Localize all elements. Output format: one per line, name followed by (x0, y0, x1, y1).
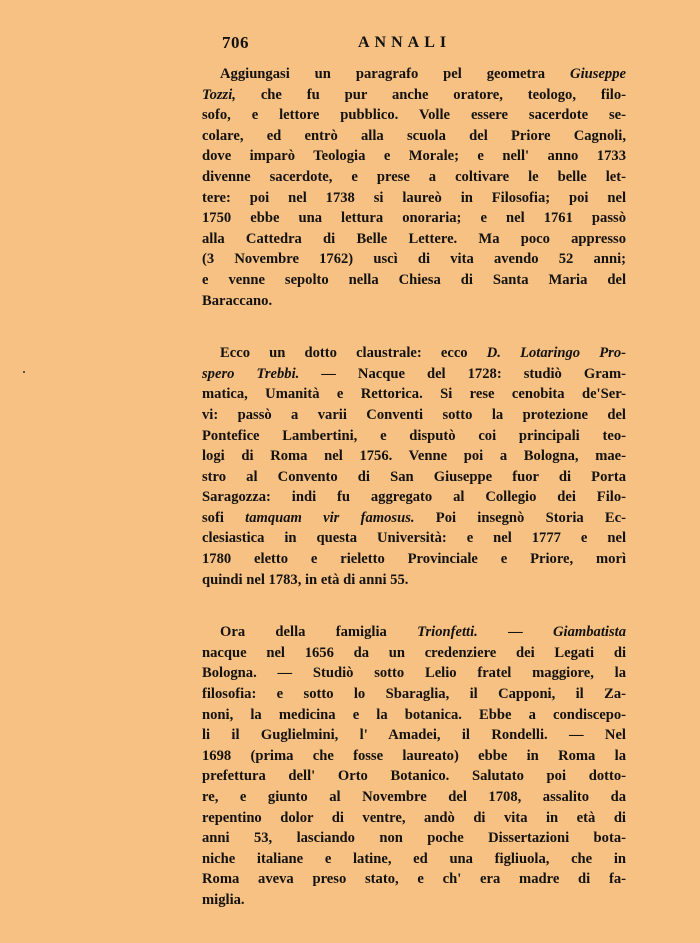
text-line (202, 684, 626, 705)
text-segment: Ecco un dotto claustrale: ecco (220, 345, 487, 362)
margin-speck (23, 371, 25, 373)
text-line (202, 126, 626, 147)
page-body (202, 64, 626, 943)
text-line (202, 167, 626, 188)
text-segment: noni, la medicina e la botanica. Ebbe a condiscepo- (202, 706, 626, 723)
text-line (202, 508, 626, 529)
paragraph (202, 64, 626, 311)
text-segment: sofo, e lettore pubblico. Volle essere sacerdote se- (202, 107, 626, 124)
text-line (202, 787, 626, 808)
text-segment: anni 53, lasciando non poche Dissertazioni bota- (202, 830, 626, 847)
text-segment: — Nacque del 1728: studiò Gram- (299, 365, 626, 382)
text-line (202, 549, 626, 570)
italic-text: Tozzi, (202, 86, 236, 103)
text-line (202, 528, 626, 549)
text-line (202, 705, 626, 726)
text-segment: e venne sepolto nella Chiesa di Santa Maria del (202, 271, 626, 288)
text-line (202, 146, 626, 167)
text-segment: prefettura dell' Orto Botanico. Salutato poi dotto- (202, 768, 626, 785)
text-segment: Ora della famiglia (220, 624, 418, 641)
text-segment: vi: passò a varii Conventi sotto la protezione del (202, 406, 626, 423)
text-line (202, 746, 626, 767)
text-line (202, 405, 626, 426)
text-segment: — (477, 624, 554, 641)
text-segment: 1698 (prima che fosse laureato) ebbe in Roma la (202, 747, 626, 764)
paragraph (202, 343, 626, 590)
text-segment: 1750 ebbe una lettura onoraria; e nel 1761 passò (202, 210, 626, 227)
text-line (202, 766, 626, 787)
text-segment: re, e giunto al Novembre del 1708, assalito da (202, 789, 626, 805)
text-segment: colare, ed entrò alla scuola del Priore Cagnoli, (202, 127, 626, 144)
italic-text: spero Trebbi. (202, 365, 300, 382)
text-segment: nacque nel 1656 da un credenziere dei Legati di (202, 644, 626, 661)
page-header (222, 33, 642, 57)
text-line (202, 467, 626, 488)
text-segment: sofi (202, 509, 246, 526)
text-line (202, 869, 626, 890)
italic-text: Trionfetti. (417, 624, 478, 641)
text-segment: alla Cattedra di Belle Lettere. Ma poco appresso (202, 230, 626, 247)
text-line (202, 487, 626, 508)
text-line (202, 570, 626, 591)
running-title: ANNALI (358, 34, 452, 51)
text-line (202, 446, 626, 467)
italic-text: Giambatista (553, 624, 626, 641)
text-line (202, 364, 626, 385)
paragraph (202, 622, 626, 910)
text-line (202, 890, 626, 911)
text-line (202, 105, 626, 126)
text-line (202, 426, 626, 447)
text-line (202, 808, 626, 829)
text-line (202, 849, 626, 870)
text-segment: Baraccano. (202, 292, 273, 309)
page-number: 706 (222, 33, 249, 52)
text-segment: dove imparò Teologia e Morale; e nell' anno 1733 (202, 148, 626, 165)
text-segment: repentino dolor di ventre, andò di vita in età di (202, 809, 626, 826)
text-line (202, 384, 626, 405)
text-segment: filosofia: e sotto lo Sbaraglia, il Capponi, il Za- (202, 686, 626, 703)
text-line (202, 622, 626, 643)
text-segment: matica, Umanità e Rettorica. Si rese cenobita de'Ser- (202, 386, 626, 403)
text-segment: clesiastica in questa Università: e nel 1777 e nel (202, 530, 626, 547)
text-line (202, 643, 626, 664)
text-line (202, 229, 626, 250)
text-line (202, 208, 626, 229)
text-segment: logi di Roma nel 1756. Venne poi a Bologna, mae- (202, 448, 626, 465)
text-segment: divenne sacerdote, e prese a coltivare le belle let- (202, 168, 626, 185)
text-segment: Aggiungasi un paragrafo pel geometra (220, 66, 571, 82)
text-line (202, 249, 626, 270)
text-line (202, 188, 626, 209)
text-line (202, 85, 626, 106)
text-line (202, 270, 626, 291)
text-segment: 1780 eletto e rieletto Provinciale e Priore, morì (202, 551, 626, 568)
text-line (202, 291, 626, 312)
italic-text: Giuseppe (570, 66, 626, 82)
text-line (202, 828, 626, 849)
text-segment: che fu pur anche oratore, teologo, filo- (235, 86, 626, 103)
text-line (202, 725, 626, 746)
text-segment: (3 Novembre 1762) uscì di vita avendo 52 anni; (202, 251, 626, 268)
text-segment: miglia. (202, 891, 245, 908)
text-segment: tere: poi nel 1738 si laureò in Filosofia; poi nel (202, 189, 626, 206)
italic-text: tamquam vir famosus. (245, 509, 415, 526)
text-segment: quindi nel 1783, in età di anni 55. (202, 571, 409, 588)
text-segment: niche italiane e latine, ed una figliuola, che in (202, 850, 626, 867)
text-line (202, 343, 626, 364)
text-segment: Bologna. — Studiò sotto Lelio fratel maggiore, la (202, 665, 626, 682)
text-segment: stro al Convento di San Giuseppe fuor di Porta (202, 468, 626, 485)
text-segment: Pontefice Lambertini, e disputò coi principali teo- (202, 427, 626, 444)
text-segment: Saragozza: indi fu aggregato al Collegio dei Filo- (202, 489, 626, 506)
italic-text: D. Lotaringo Pro- (486, 345, 626, 362)
text-line (202, 64, 626, 85)
text-segment: Poi insegnò Storia Ec- (414, 509, 627, 526)
text-segment: li il Guglielmini, l' Amadei, il Rondelli. — Nel (202, 727, 626, 744)
text-segment: Roma aveva preso stato, e ch' era madre di fa- (202, 871, 626, 888)
text-line (202, 663, 626, 684)
